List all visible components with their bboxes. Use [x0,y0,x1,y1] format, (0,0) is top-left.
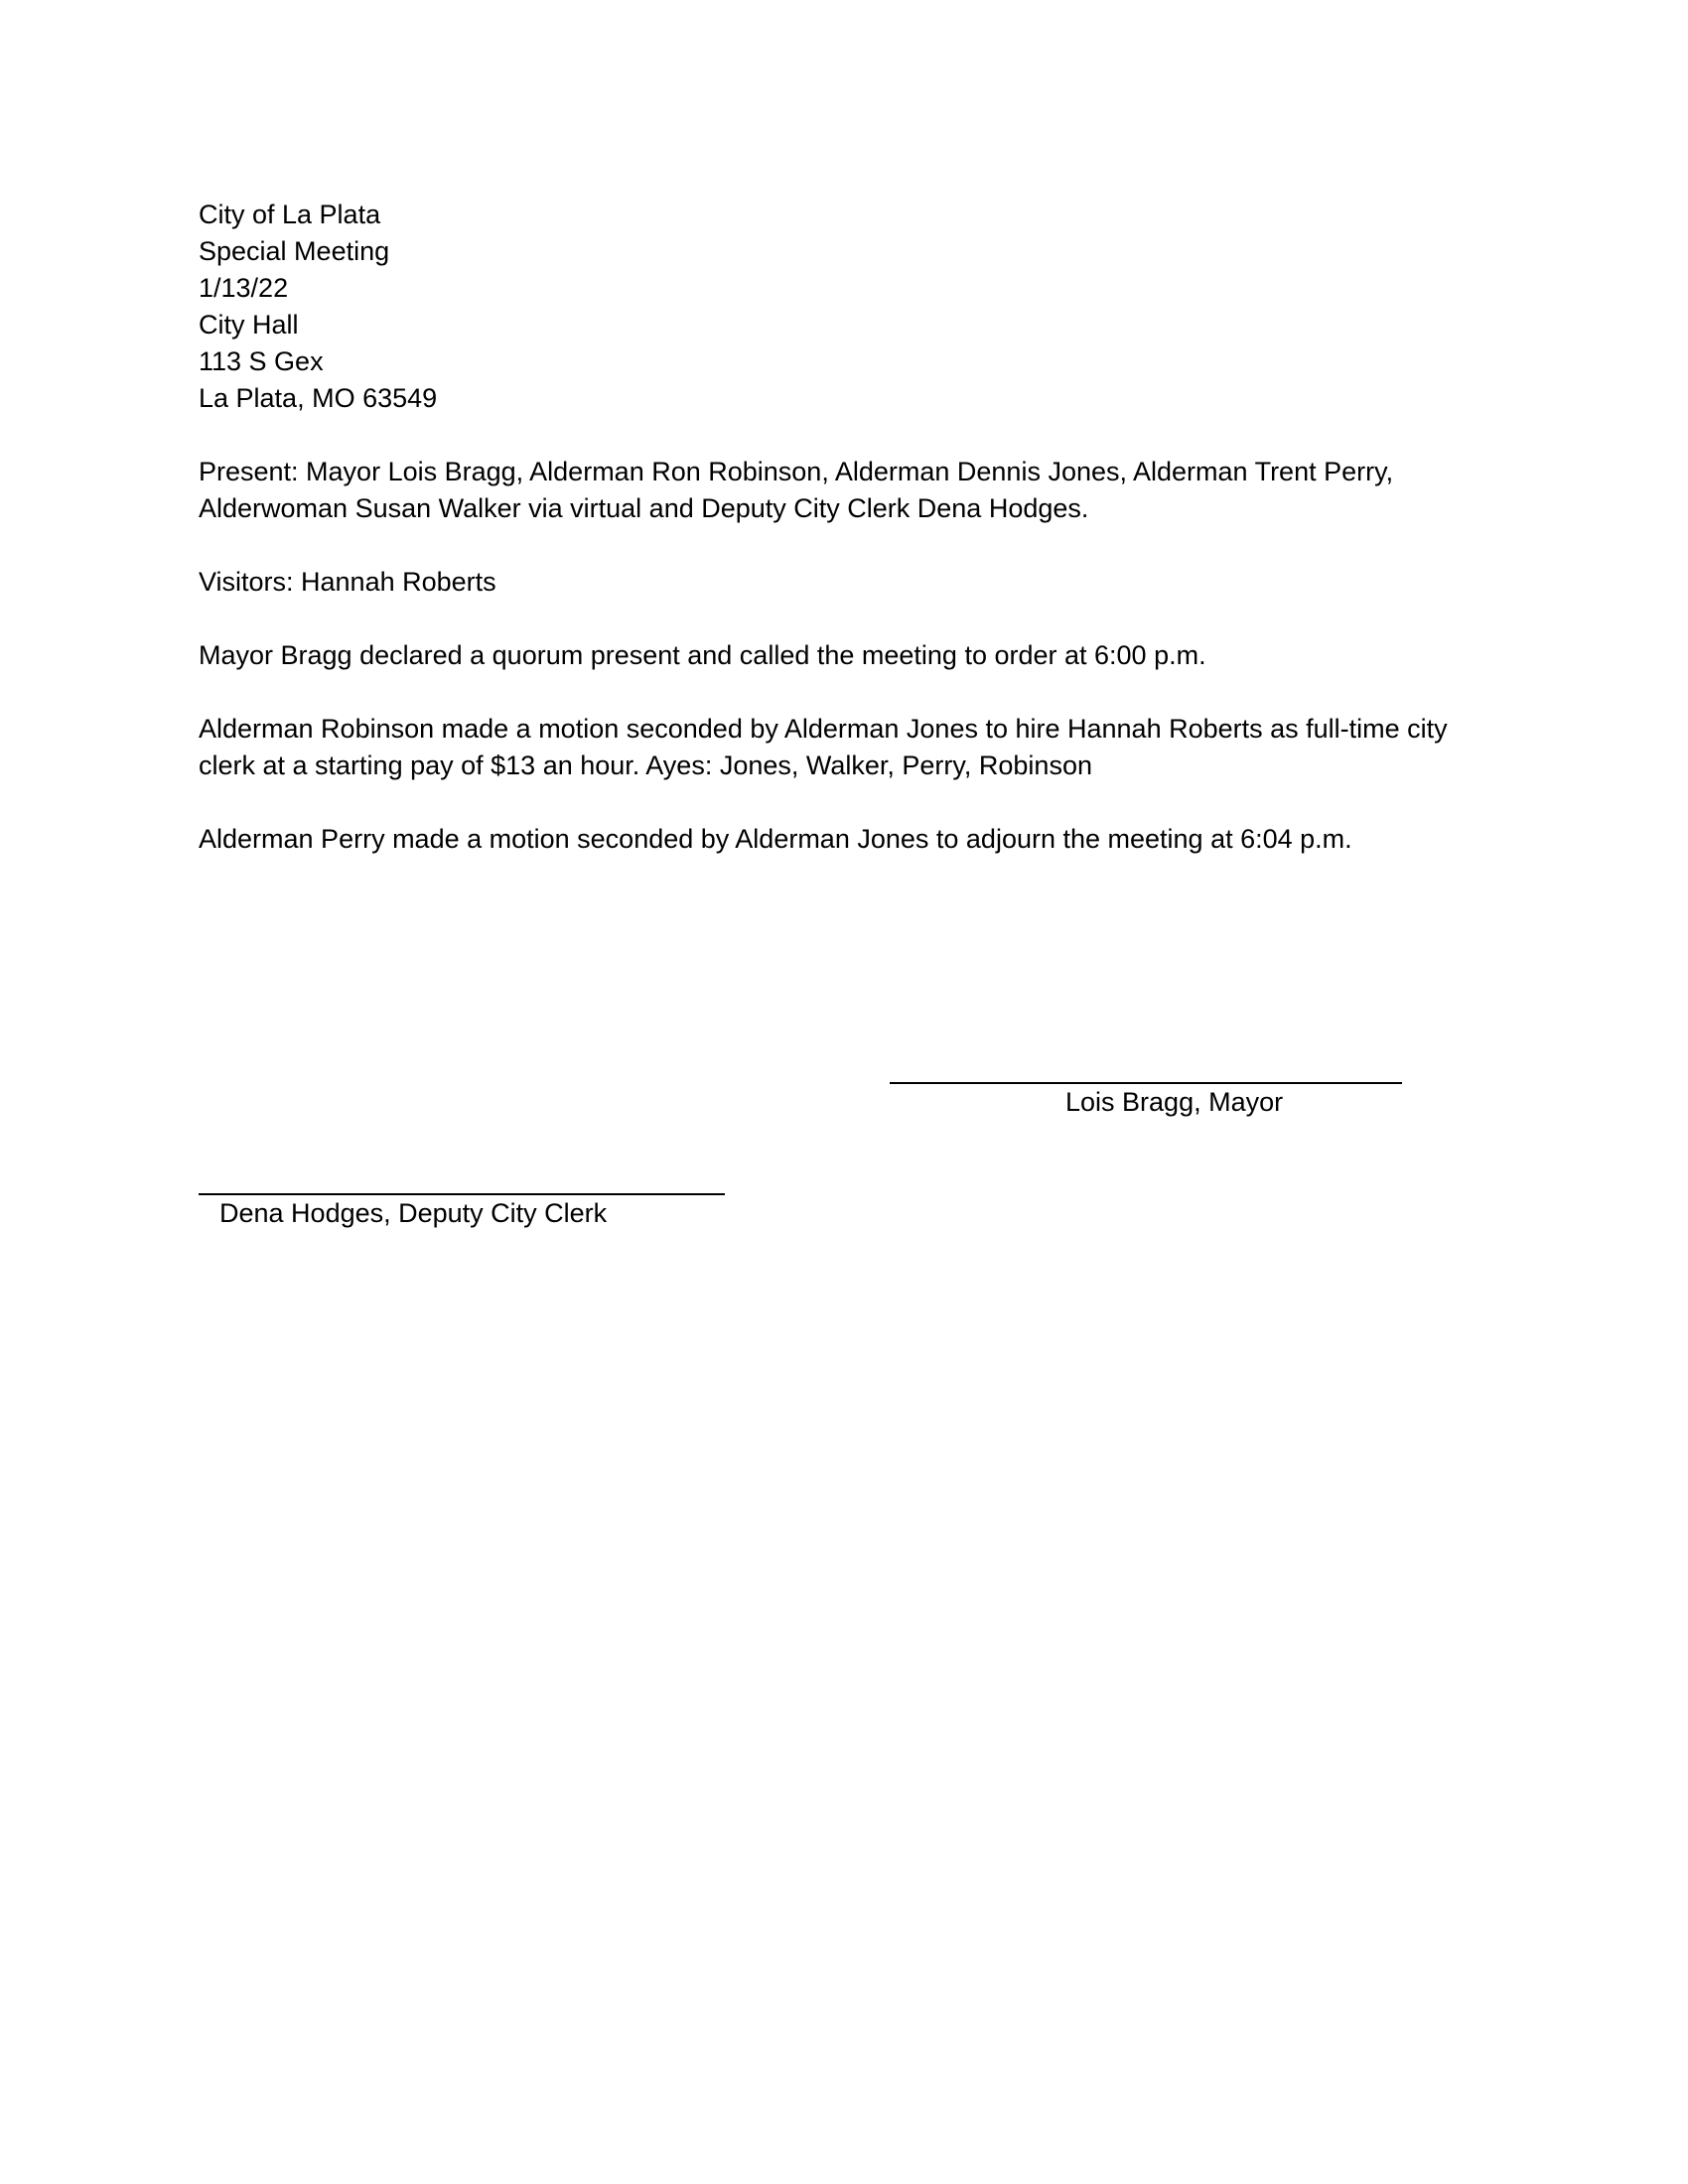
city-name: City of La Plata [199,200,381,229]
motion-adjourn-paragraph: Alderman Perry made a motion seconded by Alderman Jones to adjourn the meeting at 6:04 p.m. [199,824,1352,854]
quorum-paragraph: Mayor Bragg declared a quorum present and called the meeting to order at 6:00 p.m. [199,640,1206,670]
meeting-date: 1/13/22 [199,273,289,303]
clerk-signature-label: Dena Hodges, Deputy City Clerk [219,1198,608,1228]
visitors-paragraph: Visitors: Hannah Roberts [199,567,496,597]
minutes-content [199,197,1499,858]
meeting-type: Special Meeting [199,236,390,266]
street-address: 113 S Gex [199,346,324,376]
mayor-signature-label: Lois Bragg, Mayor [1065,1087,1284,1117]
motion-hire-paragraph: Alderman Robinson made a motion seconded by Alderman Jones to hire Hannah Roberts as full-time city clerk at a starting pay of $13 an hour. Ayes: Jones, Walker, Perry, Robinson [199,714,1448,780]
city-state-zip: La Plata, MO 63549 [199,383,438,413]
meeting-header [199,197,1499,417]
meeting-location: City Hall [199,310,299,340]
present-paragraph: Present: Mayor Lois Bragg, Alderman Ron Robinson, Alderman Dennis Jones, Alderman Trent Perry, Alderwoman Susan Walker via virtual and Deputy City Clerk Dena Hodges. [199,457,1394,523]
